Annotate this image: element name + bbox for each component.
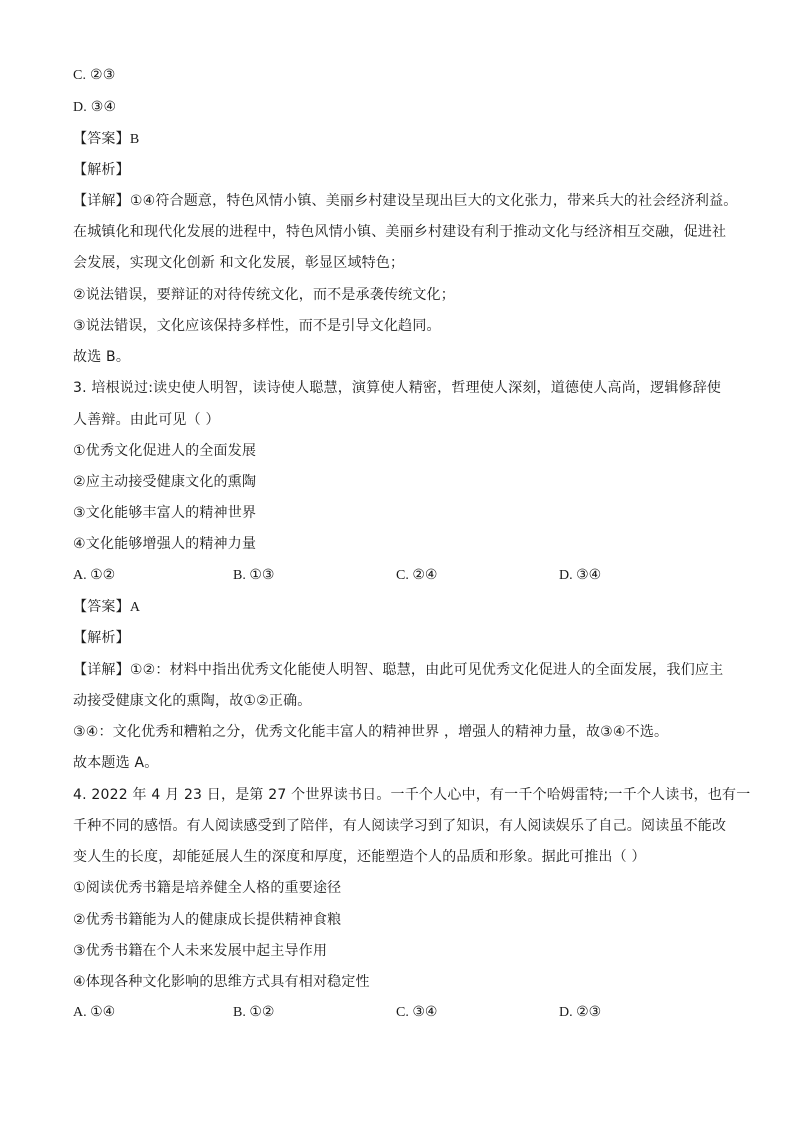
answer-value: B [129, 132, 140, 147]
q4-stem-line-1: 4. 2022 年 4 月 23 日，是第 27 个世界读书日。一千个人心中，有一千个哈姆雷特;一千个人读书，也有一 [73, 787, 751, 803]
q2-detail-line-3: 会发展，实现文化创新 和文化发展，彰显区域特色； [73, 255, 405, 271]
q3-detail-line-4: 故本题选 A。 [73, 755, 159, 771]
q3-statement-3: ③文化能够丰富人的精神世界 [73, 505, 257, 521]
q3-detail-line-3: ③④：文化优秀和糟粕之分，优秀文化能丰富人的精神世界 ，增强人的精神力量，故③④不选。 [73, 724, 669, 740]
q2-answer [73, 129, 139, 150]
q2-analysis-tag: 【解析】 [73, 162, 130, 178]
q3-analysis-tag: 【解析】 [73, 630, 130, 646]
answer-tag: 【答案】 [73, 131, 130, 147]
q2-option-d: D. ③④ [73, 100, 117, 115]
q2-detail-line-1 [73, 191, 738, 211]
q4-stem-line-3: 变人生的长度，却能延展人生的深度和厚度，还能塑造个人的品质和形象。据此可推出（ ） [73, 849, 646, 865]
q2-detail-line-5: ③说法错误，文化应该保持多样性，而不是引导文化趋同。 [73, 318, 441, 334]
detail-tag: 【详解】 [73, 193, 130, 209]
q4-option-b: B. ①② [233, 1005, 275, 1020]
q4-option-d: D. ②③ [559, 1005, 602, 1020]
detail-text: ①④符合题意，特色风情小镇、美丽乡村建设呈现出巨大的文化张力，带来兵大的社会经济利益。 [129, 193, 738, 209]
q4-statement-1: ①阅读优秀书籍是培养健全人格的重要途径 [73, 880, 342, 896]
q2-detail-line-4: ②说法错误，要辩证的对待传统文化，而不是承袭传统文化； [73, 287, 455, 303]
answer-value: A [129, 600, 141, 615]
q3-stem-line-2: 人善辩。由此可见（ ） [73, 412, 220, 428]
q4-statement-3: ③优秀书籍在个人未来发展中起主导作用 [73, 943, 328, 959]
q3-stem-line-1: 3. 培根说过:读史使人明智，读诗使人聪慧，演算使人精密，哲理使人深刻，道德使人高尚，逻辑修辞使 [73, 380, 722, 396]
q3-statement-4: ④文化能够增强人的精神力量 [73, 536, 257, 552]
q3-detail-line-2: 动接受健康文化的熏陶，故①②正确。 [73, 693, 312, 709]
q3-option-c: C. ②④ [396, 568, 438, 583]
q3-option-a: A. ①② [73, 568, 116, 583]
q3-detail-line-1 [73, 660, 723, 680]
q3-statement-1: ①优秀文化促进人的全面发展 [73, 443, 257, 459]
q3-answer [73, 597, 140, 618]
q3-option-b: B. ①③ [233, 568, 275, 583]
answer-tag: 【答案】 [73, 599, 130, 615]
q2-detail-line-6: 故选 B。 [73, 349, 131, 365]
detail-text: ①②：材料中指出优秀文化能使人明智、聪慧，由此可见优秀文化促进人的全面发展，我们应主 [129, 662, 724, 678]
q4-statement-4: ④体现各种文化影响的思维方式具有相对稳定性 [73, 974, 370, 990]
q4-option-a: A. ①④ [73, 1005, 116, 1020]
q4-stem-line-2: 千种不同的感悟。有人阅读感受到了陪伴，有人阅读学习到了知识，有人阅读娱乐了自己。阅读虽不能改 [73, 818, 727, 834]
detail-tag: 【详解】 [73, 662, 130, 678]
q3-option-d: D. ③④ [559, 568, 602, 583]
q3-statement-2: ②应主动接受健康文化的熏陶 [73, 474, 257, 490]
q2-option-c: C. ②③ [73, 68, 116, 83]
q4-statement-2: ②优秀书籍能为人的健康成长提供精神食粮 [73, 912, 342, 928]
q4-option-c: C. ③④ [396, 1005, 438, 1020]
q2-detail-line-2: 在城镇化和现代化发展的进程中，特色风情小镇、美丽乡村建设有利于推动文化与经济相互交融，促进社 [73, 224, 727, 240]
